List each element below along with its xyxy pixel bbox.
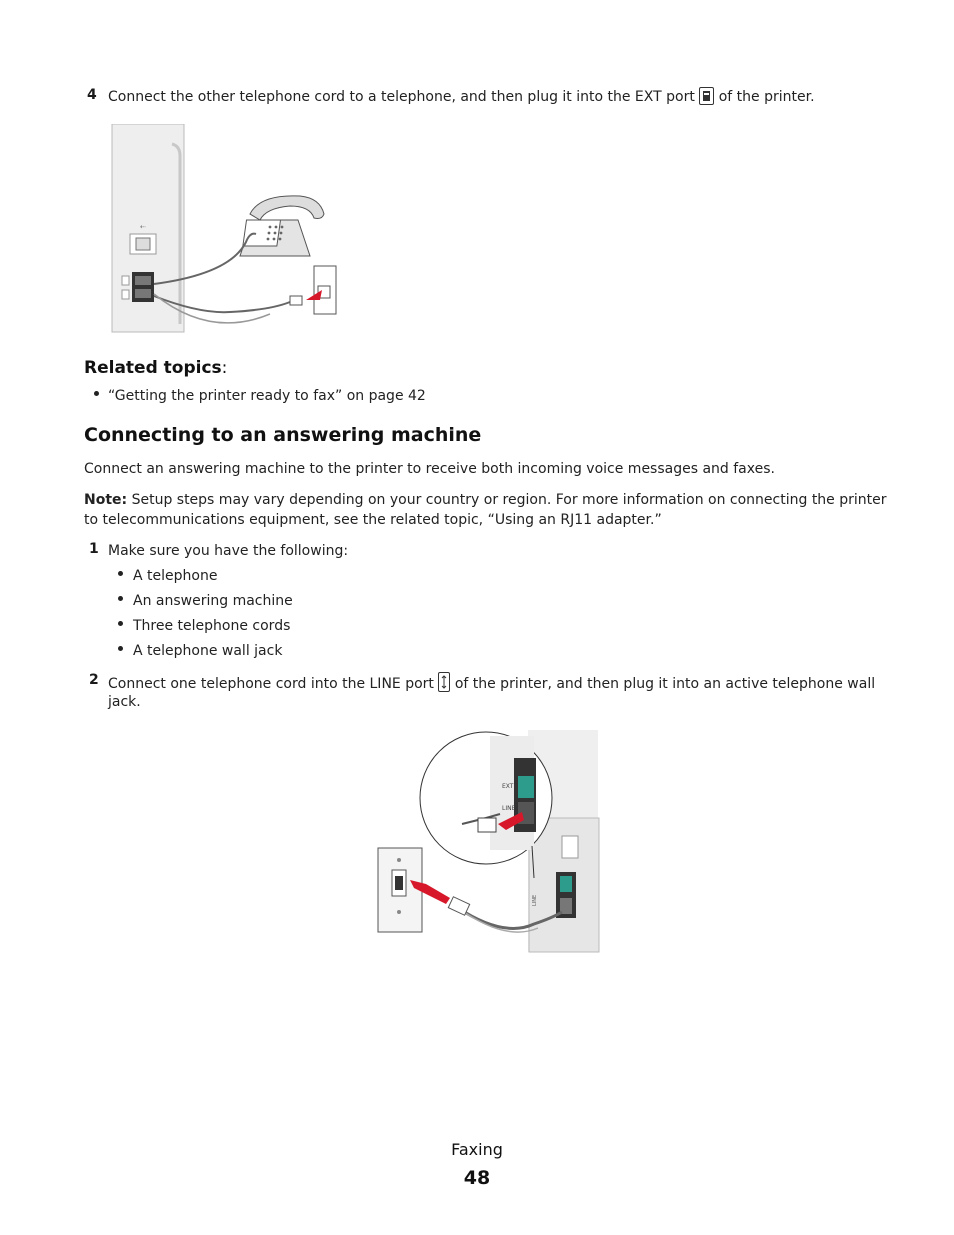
bullet-icon: [118, 646, 123, 651]
related-topics-colon: :: [221, 358, 228, 378]
bullet-icon: [118, 571, 123, 576]
ext-port-zoom: [518, 776, 534, 798]
step-2-text-line-2: jack.: [108, 694, 141, 710]
step-2-text: Connect one telephone cord into the LINE port: [108, 676, 434, 692]
section-intro: Connect an answering machine to the printer to receive both incoming voice messages and faxes.: [84, 461, 775, 477]
step-1-text: Make sure you have the following:: [108, 543, 349, 559]
step-4-text: Connect the other telephone cord to a telephone, and then plug it into the EXT port: [108, 89, 695, 105]
ext-port-icon: [699, 87, 714, 105]
note-line-1: [84, 490, 887, 510]
bullet-icon: [94, 391, 99, 396]
line-label-zoom: LINE: [502, 805, 516, 812]
step-2-instruction: [108, 672, 875, 694]
page-number: 48: [463, 1167, 491, 1189]
step-number: 1: [89, 541, 99, 557]
list-item: An answering machine: [133, 593, 293, 609]
list-item: A telephone wall jack: [133, 643, 283, 659]
step-number: 4: [87, 87, 97, 103]
footer-section: Faxing: [451, 1140, 503, 1159]
line-port-label: LINE: [532, 894, 538, 906]
step-4-instruction: [108, 87, 815, 107]
list-item: Three telephone cords: [133, 618, 291, 634]
related-topics-heading: [84, 358, 227, 378]
figure-printer-telephone: [110, 124, 340, 334]
note-label: Note:: [84, 492, 128, 508]
related-topic-link[interactable]: “Getting the printer ready to fax” on page 42: [108, 388, 426, 404]
ext-label: EXT: [502, 783, 514, 790]
section-title: Connecting to an answering machine: [84, 424, 482, 446]
bullet-icon: [118, 621, 123, 626]
note-line-2: to telecommunications equipment, see the related topic, “Using an RJ11 adapter.”: [84, 512, 662, 528]
line-port-icon: [438, 672, 450, 692]
related-topics-label: Related topics: [84, 358, 222, 378]
step-2-text-end: of the printer, and then plug it into an active telephone wall: [454, 676, 876, 692]
svg-text:⇠: ⇠: [140, 223, 146, 231]
step-4-text-end: of the printer.: [718, 89, 815, 105]
figure-line-to-wall-jack: [374, 728, 600, 954]
step-number: 2: [89, 672, 99, 688]
ext-port: [560, 876, 572, 892]
list-item: A telephone: [133, 568, 218, 584]
note-text-1: Setup steps may vary depending on your country or region. For more information on connecting the printer: [131, 492, 887, 508]
bullet-icon: [118, 596, 123, 601]
